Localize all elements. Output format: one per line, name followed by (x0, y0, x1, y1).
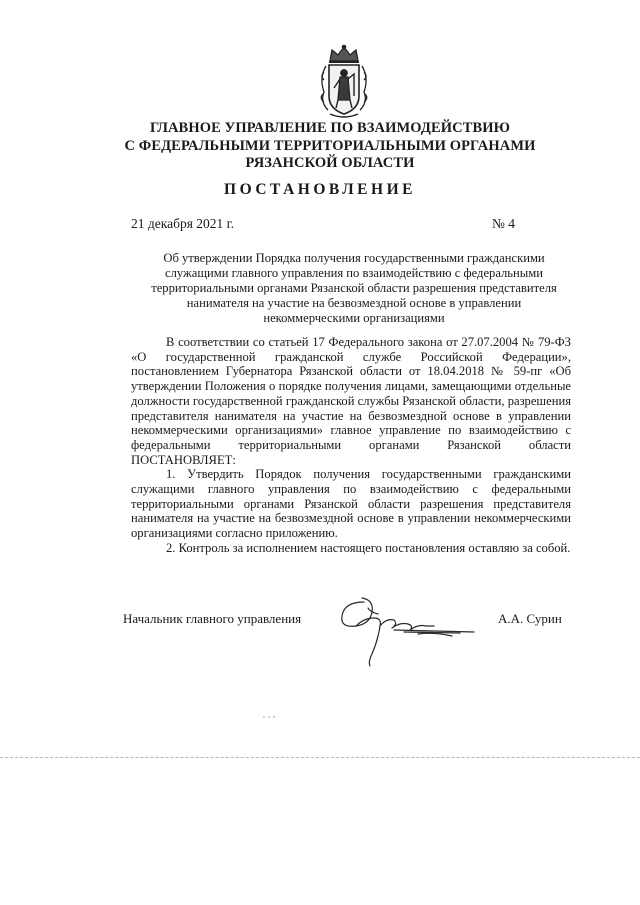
issuing-authority (120, 120, 540, 173)
body-paragraph-item-2: 2. Контроль за исполнением настоящего постановления оставляю за собой. (166, 540, 571, 555)
handwritten-signature-icon (334, 588, 484, 668)
authority-line: РЯЗАНСКОЙ ОБЛАСТИ (245, 155, 415, 171)
scan-edge-line (0, 757, 640, 758)
authority-line: ГЛАВНОЕ УПРАВЛЕНИЕ ПО ВЗАИМОДЕЙСТВИЮ (149, 120, 511, 136)
scan-artifact-dots (262, 715, 276, 719)
coat-of-arms-icon (316, 44, 372, 120)
document-subject: Об утверждении Порядка получения государственными гражданскими служащими главного управления по взаимодействию с федеральными территориальными органами Рязанской области разрешения представителя нанимателя на участие на безвозмездной основе в управлении некоммерческими организациями (151, 251, 557, 325)
body-paragraph-preamble: В соответствии со статьей 17 Федерального закона от 27.07.2004 № 79-ФЗ «О государственной гражданской службе Российской Федерации», постановлением Губернатора Рязанской области от 18.04.2018 № 59-пг «Об утверждении Положения о порядке получения лицами, замещающими отдельные должности государственной гражданской службы Рязанской области, разрешения представителя нанимателя на участие на безвозмездной основе в управлении некоммерческими организациями» главное управление по взаимодействию с федеральными территориальными органами Рязанской области ПОСТАНОВЛЯЕТ: (131, 335, 571, 467)
document-body (131, 335, 571, 556)
authority-line: С ФЕДЕРАЛЬНЫМИ ТЕРРИТОРИАЛЬНЫМИ ОРГАНАМИ (124, 137, 536, 154)
document-type-title: ПОСТАНОВЛЕНИЕ (224, 181, 416, 198)
signer-name: А.А. Сурин (498, 611, 562, 626)
document-date: 21 декабря 2021 г. (131, 216, 235, 231)
document-number: № 4 (492, 216, 516, 231)
signer-title: Начальник главного управления (123, 611, 302, 626)
body-paragraph-item-1: 1. Утвердить Порядок получения государственными гражданскими служащими главного управления по взаимодействию с федеральными территориальными органами Рязанской области разрешения представителя нанимателя на участие на безвозмездной основе в управлении некоммерческими организациями согласно приложению. (131, 467, 571, 541)
